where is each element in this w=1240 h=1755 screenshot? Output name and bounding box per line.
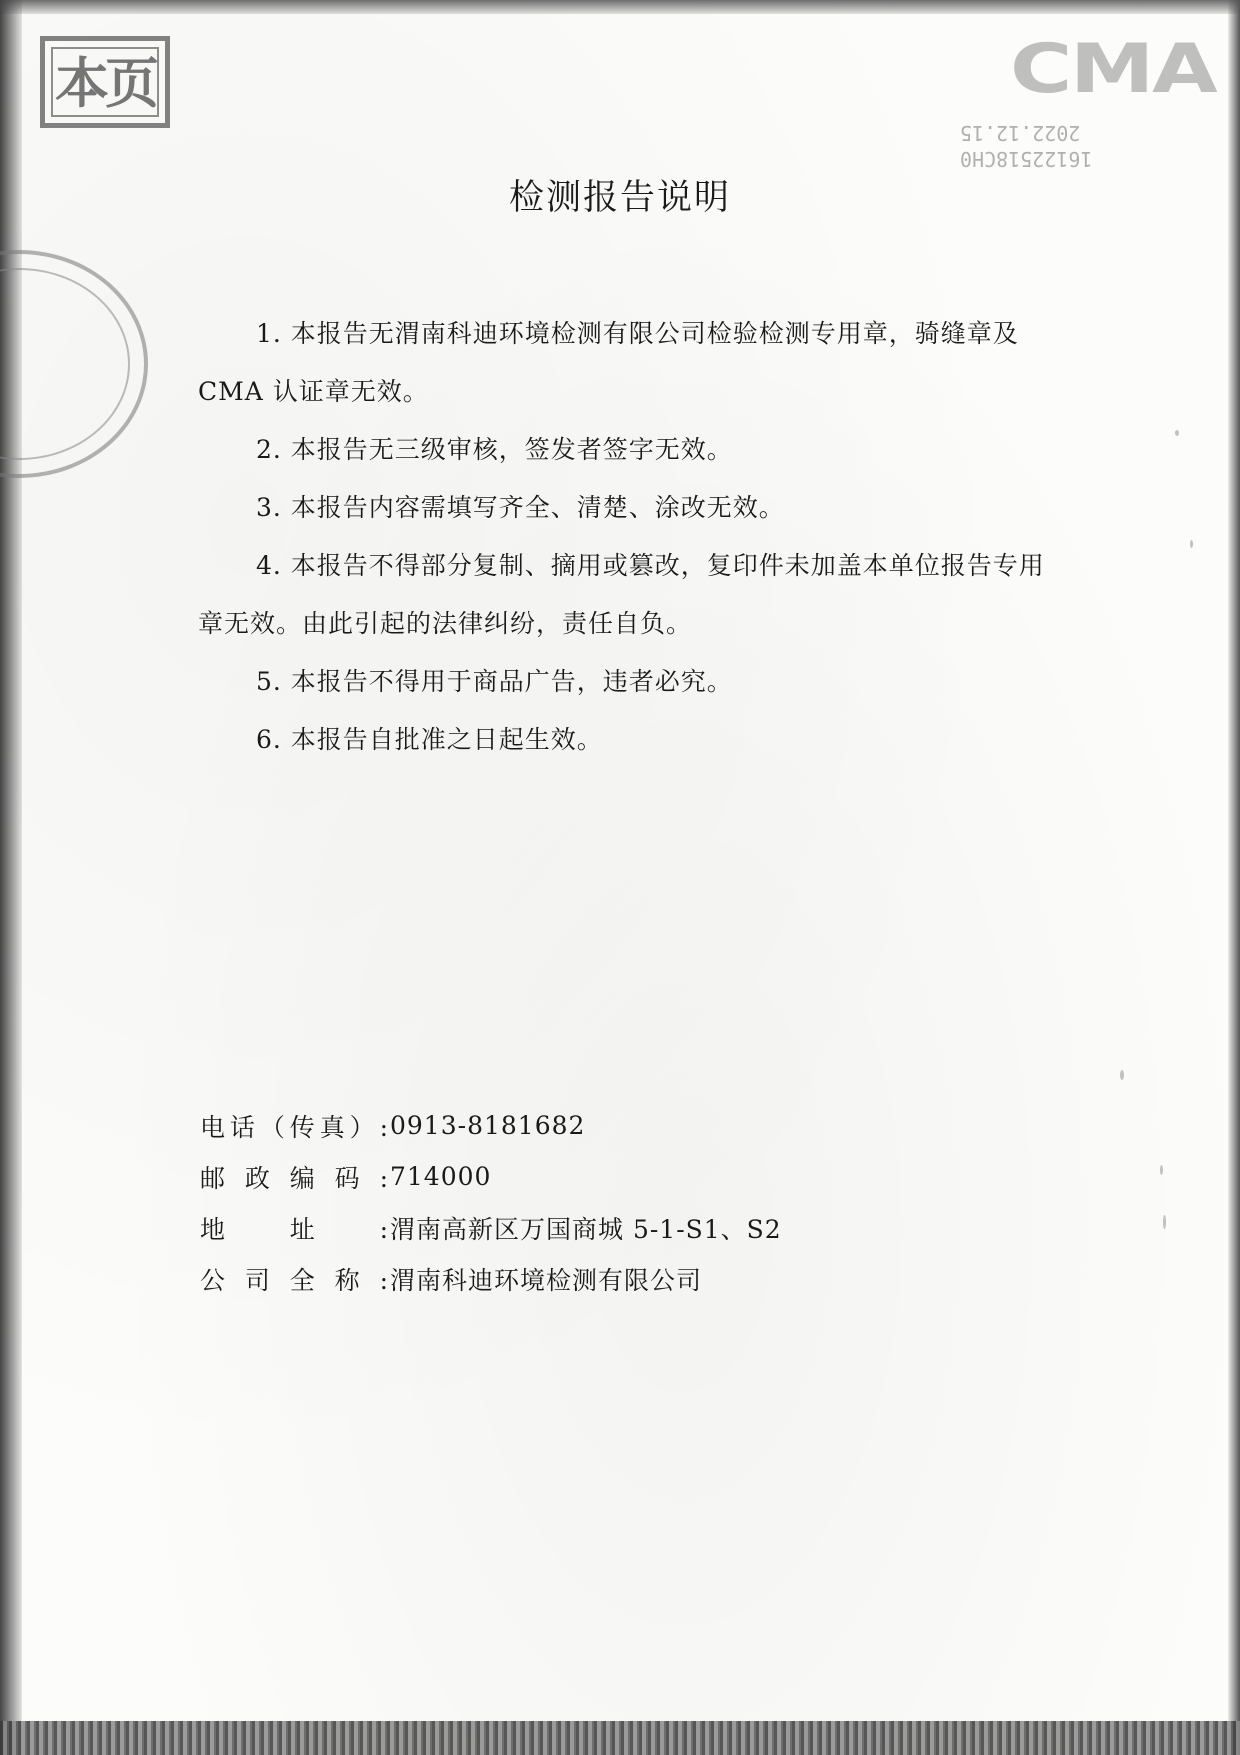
scan-edge-bottom (0, 1721, 1240, 1755)
company-label: 公司全称: (200, 1265, 390, 1295)
notice-list (198, 305, 1058, 769)
page-title: 检测报告说明 (508, 178, 731, 218)
company-row (200, 1253, 960, 1304)
company-seal (0, 250, 148, 478)
cma-stamp-mark: CMA (1010, 30, 1216, 109)
scan-speck (1160, 1165, 1163, 1175)
phone-row (200, 1100, 960, 1151)
scan-edge-right (1228, 0, 1240, 1755)
notice-item-3: 3. 本报告内容需填写齐全、清楚、涂改无效。 (256, 493, 785, 522)
address-value: 渭南高新区万国商城 5-1-S1、S2 (390, 1214, 782, 1244)
scan-edge-top (0, 0, 1240, 14)
address-label: 地址: (200, 1214, 390, 1244)
postcode-value: 714000 (390, 1162, 492, 1191)
phone-value: 0913-8181682 (390, 1111, 586, 1140)
company-value: 渭南科迪环境检测有限公司 (390, 1265, 703, 1295)
scan-speck (1190, 540, 1193, 548)
notice-item-1: 1. 本报告无渭南科迪环境检测有限公司检验检测专用章，骑缝章及 CMA 认证章无效。 (198, 319, 1019, 406)
notice-item-2: 2. 本报告无三级审核，签发者签字无效。 (256, 435, 733, 464)
postcode-label: 邮政编码: (200, 1163, 390, 1193)
scan-speck (1120, 1070, 1124, 1080)
cma-stamp (1010, 30, 1216, 110)
address-row (200, 1202, 960, 1253)
notice-item-5: 5. 本报告不得用于商品广告，违者必究。 (256, 667, 733, 696)
page-stamp-text: 本页 (51, 47, 159, 117)
cma-stamp-code: 16122518CH0 2022.12.15 (960, 121, 1093, 171)
scan-speck (1175, 430, 1179, 436)
page-stamp (40, 36, 170, 128)
contact-info (200, 1100, 960, 1304)
scan-speck (1163, 1215, 1166, 1229)
postcode-row (200, 1151, 960, 1202)
notice-item-4: 4. 本报告不得部分复制、摘用或篡改，复印件未加盖本单位报告专用章无效。由此引起的法律纠纷，责任自负。 (198, 551, 1045, 638)
phone-label: 电话（传真）: (200, 1112, 390, 1142)
notice-item-6: 6. 本报告自批准之日起生效。 (256, 725, 603, 754)
